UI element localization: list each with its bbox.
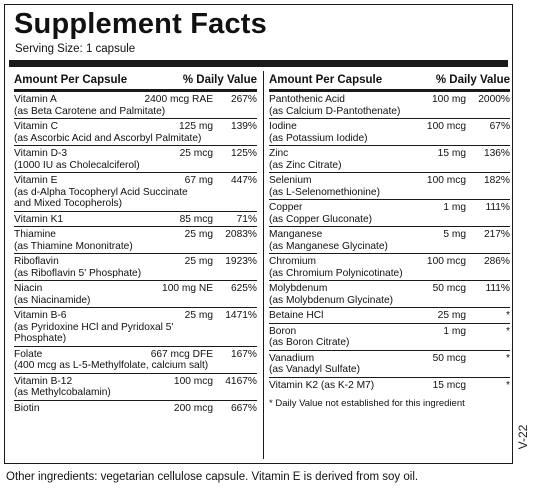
nutrient-main-line: [14, 148, 257, 160]
nutrient-main-line: [269, 326, 510, 338]
nutrient-row: [14, 212, 257, 228]
nutrient-amount: 67 mg: [184, 175, 213, 186]
nutrient-daily-value: 182%: [483, 175, 510, 186]
nutrient-name: Pantothenic Acid: [269, 94, 345, 105]
nutrient-amount: 15 mcg: [432, 379, 466, 391]
nutrient-row: [269, 324, 510, 351]
nutrient-name: Betaine HCl: [269, 310, 324, 321]
nutrient-source: (as Zinc Citrate): [269, 159, 342, 171]
daily-value-header: % Daily Value: [182, 74, 257, 86]
nutrient-daily-value: *: [506, 310, 510, 321]
nutrient-source: (as Riboflavin 5' Phosphate): [14, 267, 142, 279]
nutrient-daily-value: 267%: [230, 94, 257, 105]
nutrient-main-line: [14, 256, 257, 268]
nutrient-main-line: [269, 175, 510, 187]
thick-divider: [9, 60, 508, 67]
nutrient-main-line: [14, 175, 257, 187]
nutrient-main-line: [14, 229, 257, 241]
nutrient-daily-value: 71%: [236, 213, 257, 225]
nutrient-main-line: [269, 256, 510, 268]
nutrient-source: (as d-Alpha Tocopheryl Acid Succinate: [14, 186, 188, 198]
nutrient-name: Vitamin D-3: [14, 148, 68, 159]
nutrient-name: Boron: [269, 325, 297, 337]
nutrient-source: (as Beta Carotene and Palmitate): [14, 105, 166, 117]
nutrient-row: [269, 308, 510, 324]
nutrient-amount: 25 mcg: [179, 148, 213, 159]
nutrient-name: Chromium: [269, 256, 316, 267]
nutrient-row: [269, 254, 510, 281]
nutrient-row: [269, 351, 510, 378]
nutrient-amount: 2400 mcg RAE: [144, 94, 213, 105]
nutrient-daily-value: *: [506, 379, 510, 391]
nutrient-row: [269, 119, 510, 146]
nutrient-row: [269, 227, 510, 254]
column-header: [14, 71, 257, 92]
nutrient-daily-value: 286%: [483, 256, 510, 267]
nutrient-name: Molybdenum: [269, 283, 328, 294]
nutrient-main-line: [269, 148, 510, 160]
nutrient-source: (1000 IU as Cholecalciferol): [14, 159, 140, 171]
right-nutrient-list: [269, 92, 510, 392]
nutrient-name: Vanadium: [269, 352, 315, 364]
nutrient-daily-value: 139%: [230, 121, 257, 132]
nutrient-amount: 100 mcg: [173, 375, 213, 387]
nutrient-row: [269, 378, 510, 393]
nutrient-daily-value: 4167%: [225, 375, 257, 387]
nutrient-amount: 1 mg: [443, 202, 466, 213]
nutrient-daily-value: 667%: [230, 402, 257, 414]
nutrient-name: Riboflavin: [14, 256, 59, 267]
nutrient-daily-value: 217%: [483, 229, 510, 240]
nutrient-row: [14, 173, 257, 212]
supplement-facts-panel: [4, 4, 513, 464]
nutrient-amount: 85 mcg: [179, 213, 213, 225]
nutrient-daily-value: 167%: [230, 348, 257, 360]
nutrient-amount: 25 mg: [184, 256, 213, 267]
nutrient-source: (as Manganese Glycinate): [269, 240, 388, 252]
nutrient-amount: 100 mcg: [426, 121, 466, 132]
nutrient-main-line: [269, 121, 510, 133]
nutrient-name: Niacin: [14, 283, 43, 294]
nutrient-name: Iodine: [269, 121, 297, 132]
nutrient-name: Vitamin B-6: [14, 310, 67, 321]
nutrient-main-line: [269, 229, 510, 241]
nutrient-source: (as L-Selenomethionine): [269, 186, 380, 198]
nutrient-daily-value: 111%: [485, 283, 510, 294]
nutrient-main-line: [14, 310, 257, 322]
nutrient-daily-value: 2083%: [225, 229, 257, 240]
nutrient-source: (as Methylcobalamin): [14, 387, 111, 398]
nutrient-name: Vitamin E: [14, 175, 58, 186]
nutrient-name: Biotin: [14, 402, 40, 414]
nutrient-daily-value: 2000%: [478, 94, 510, 105]
nutrient-daily-value: 447%: [230, 175, 257, 186]
right-column: [269, 71, 510, 410]
column-header: [269, 71, 510, 92]
nutrient-main-line: [269, 310, 510, 322]
serving-size: Serving Size: 1 capsule: [15, 43, 136, 55]
nutrient-source: (as Pyridoxine HCl and Pyridoxal 5': [14, 321, 174, 333]
nutrient-amount: 15 mg: [437, 148, 466, 159]
nutrient-source: (as Thiamine Mononitrate): [14, 240, 133, 252]
label-code: [513, 414, 533, 460]
nutrient-amount: 100 mg: [432, 94, 466, 105]
nutrient-name: Folate: [14, 348, 43, 360]
nutrient-source: and Mixed Tocopherols): [14, 198, 122, 209]
daily-value-header: % Daily Value: [435, 74, 510, 86]
nutrient-amount: 100 mcg: [426, 256, 466, 267]
left-column: [14, 71, 257, 415]
nutrient-amount: 50 mcg: [432, 352, 466, 364]
nutrient-main-line: [14, 121, 257, 133]
nutrient-source: (400 mcg as L-5-Methylfolate, calcium salt): [14, 360, 209, 371]
nutrient-row: [14, 374, 257, 401]
nutrient-row: [269, 281, 510, 308]
nutrient-daily-value: *: [506, 325, 510, 337]
nutrient-daily-value: 136%: [483, 148, 510, 159]
footnote: * Daily Value not established for this ingredient: [269, 398, 465, 409]
nutrient-name: Vitamin A: [14, 94, 57, 105]
nutrient-daily-value: 67%: [489, 121, 510, 132]
nutrient-row: [269, 173, 510, 200]
nutrient-row: [14, 146, 257, 173]
nutrient-daily-value: 125%: [230, 148, 257, 159]
nutrient-row: [14, 227, 257, 254]
nutrient-main-line: [269, 94, 510, 106]
nutrient-main-line: [269, 380, 510, 392]
nutrient-main-line: [14, 94, 257, 106]
nutrient-row: [14, 401, 257, 416]
nutrient-row: [14, 119, 257, 146]
nutrient-row: [14, 347, 257, 374]
nutrient-name: Thiamine: [14, 229, 56, 240]
nutrient-row: [14, 254, 257, 281]
amount-header: Amount Per Capsule: [269, 74, 383, 86]
nutrient-row: [269, 92, 510, 119]
nutrient-main-line: [14, 403, 257, 415]
nutrient-source: (as Niacinamide): [14, 294, 91, 306]
other-ingredients: Other ingredients: vegetarian cellulose capsule. Vitamin E is derived from soy oil.: [6, 471, 419, 483]
nutrient-source: (as Calcium D-Pantothenate): [269, 105, 401, 117]
nutrient-row: [269, 200, 510, 227]
nutrient-daily-value: 1923%: [225, 256, 257, 267]
nutrient-amount: 25 mg: [184, 310, 213, 321]
nutrient-daily-value: 1471%: [225, 310, 257, 321]
nutrient-source: (as Potassium Iodide): [269, 132, 368, 144]
nutrient-main-line: [269, 353, 510, 365]
nutrient-daily-value: *: [506, 352, 510, 364]
nutrient-name: Selenium: [269, 175, 312, 186]
left-nutrient-list: [14, 92, 257, 415]
nutrient-main-line: [269, 202, 510, 214]
nutrient-name: Manganese: [269, 229, 323, 240]
nutrient-main-line: [14, 283, 257, 295]
column-divider: [263, 71, 264, 459]
panel-title: Supplement Facts: [14, 8, 267, 40]
nutrient-name: Vitamin C: [14, 121, 58, 132]
nutrient-amount: 25 mg: [437, 310, 466, 321]
nutrient-row: [14, 308, 257, 347]
nutrient-source: (as Ascorbic Acid and Ascorbyl Palmitate): [14, 132, 202, 144]
nutrient-amount: 125 mg: [179, 121, 213, 132]
nutrient-name: Zinc: [269, 148, 289, 159]
nutrient-amount: 5 mg: [443, 229, 466, 240]
nutrient-amount: 25 mg: [184, 229, 213, 240]
nutrient-source: Phosphate): [14, 333, 67, 344]
nutrient-source: (as Boron Citrate): [269, 337, 350, 348]
nutrient-main-line: [269, 283, 510, 295]
nutrient-main-line: [14, 376, 257, 388]
nutrient-name: Vitamin B-12: [14, 375, 73, 387]
nutrient-row: [14, 281, 257, 308]
nutrient-amount: 100 mg NE: [162, 283, 213, 294]
nutrient-amount: 200 mcg: [173, 402, 213, 414]
nutrient-daily-value: 111%: [485, 202, 510, 213]
nutrient-amount: 667 mcg DFE: [150, 348, 213, 360]
nutrient-source: (as Vanadyl Sulfate): [269, 364, 360, 375]
nutrient-amount: 50 mcg: [432, 283, 466, 294]
nutrient-source: (as Chromium Polynicotinate): [269, 267, 403, 279]
nutrient-main-line: [14, 214, 257, 226]
nutrient-row: [269, 146, 510, 173]
nutrient-source: (as Molybdenum Glycinate): [269, 294, 393, 306]
nutrient-daily-value: 625%: [230, 283, 257, 294]
label-code-text: V-22: [516, 424, 530, 450]
amount-header: Amount Per Capsule: [14, 74, 128, 86]
nutrient-name: Copper: [269, 202, 303, 213]
nutrient-amount: 100 mcg: [426, 175, 466, 186]
nutrient-name: Vitamin K2 (as K-2 M7): [269, 379, 375, 391]
nutrient-name: Vitamin K1: [14, 213, 64, 225]
nutrient-row: [14, 92, 257, 119]
nutrient-source: (as Copper Gluconate): [269, 213, 373, 225]
nutrient-amount: 1 mg: [443, 325, 466, 337]
nutrient-main-line: [14, 349, 257, 361]
